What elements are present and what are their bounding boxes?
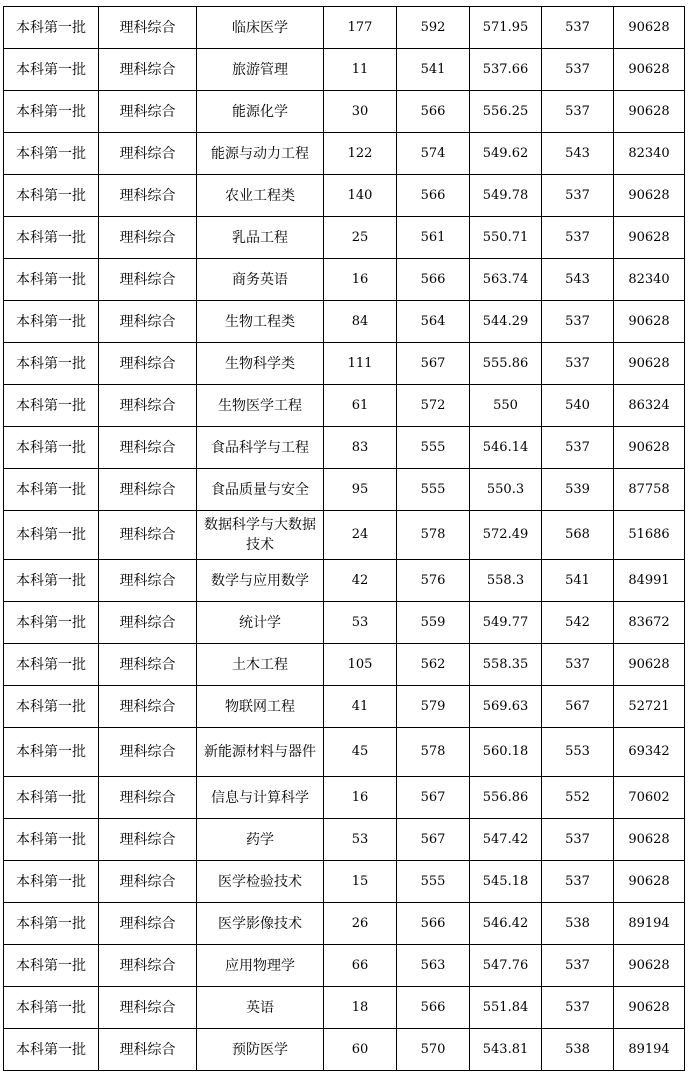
plan-count-cell: 42 — [324, 560, 397, 602]
max-score-cell: 555 — [397, 427, 470, 469]
category-cell: 理科综合 — [99, 644, 197, 686]
avg-score-cell: 537.66 — [470, 49, 542, 91]
min-rank-cell: 89194 — [614, 903, 685, 945]
avg-score-cell: 550 — [470, 385, 542, 427]
batch-cell: 本科第一批 — [4, 903, 99, 945]
category-cell: 理科综合 — [99, 560, 197, 602]
batch-cell: 本科第一批 — [4, 301, 99, 343]
table-row — [4, 728, 685, 777]
avg-score-cell: 556.86 — [470, 777, 542, 819]
category-cell: 理科综合 — [99, 686, 197, 728]
max-score-cell: 578 — [397, 728, 470, 777]
major-cell: 信息与计算科学 — [197, 777, 324, 819]
avg-score-cell: 556.25 — [470, 91, 542, 133]
table-row — [4, 644, 685, 686]
category-cell: 理科综合 — [99, 945, 197, 987]
min-score-cell: 537 — [542, 49, 614, 91]
min-rank-cell: 90628 — [614, 819, 685, 861]
avg-score-cell: 558.3 — [470, 560, 542, 602]
table-row — [4, 686, 685, 728]
category-cell: 理科综合 — [99, 49, 197, 91]
avg-score-cell: 549.62 — [470, 133, 542, 175]
batch-cell: 本科第一批 — [4, 1029, 99, 1071]
category-cell: 理科综合 — [99, 777, 197, 819]
category-cell: 理科综合 — [99, 7, 197, 49]
batch-cell: 本科第一批 — [4, 217, 99, 259]
min-score-cell: 538 — [542, 903, 614, 945]
avg-score-cell: 544.29 — [470, 301, 542, 343]
table-row — [4, 903, 685, 945]
plan-count-cell: 18 — [324, 987, 397, 1029]
min-rank-cell: 90628 — [614, 987, 685, 1029]
plan-count-cell: 61 — [324, 385, 397, 427]
major-cell: 农业工程类 — [197, 175, 324, 217]
major-cell: 食品质量与安全 — [197, 469, 324, 511]
avg-score-cell: 550.71 — [470, 217, 542, 259]
max-score-cell: 567 — [397, 343, 470, 385]
category-cell: 理科综合 — [99, 343, 197, 385]
major-cell: 旅游管理 — [197, 49, 324, 91]
table-row — [4, 511, 685, 560]
min-score-cell: 537 — [542, 987, 614, 1029]
avg-score-cell: 546.42 — [470, 903, 542, 945]
avg-score-cell: 551.84 — [470, 987, 542, 1029]
batch-cell: 本科第一批 — [4, 686, 99, 728]
plan-count-cell: 53 — [324, 602, 397, 644]
major-cell: 医学影像技术 — [197, 903, 324, 945]
min-rank-cell: 90628 — [614, 49, 685, 91]
avg-score-cell: 571.95 — [470, 7, 542, 49]
max-score-cell: 562 — [397, 644, 470, 686]
major-cell: 能源化学 — [197, 91, 324, 133]
min-rank-cell: 90628 — [614, 217, 685, 259]
min-score-cell: 567 — [542, 686, 614, 728]
max-score-cell: 579 — [397, 686, 470, 728]
min-rank-cell: 51686 — [614, 511, 685, 560]
avg-score-cell: 555.86 — [470, 343, 542, 385]
plan-count-cell: 66 — [324, 945, 397, 987]
batch-cell: 本科第一批 — [4, 91, 99, 133]
batch-cell: 本科第一批 — [4, 602, 99, 644]
table-row — [4, 1029, 685, 1071]
major-cell: 统计学 — [197, 602, 324, 644]
max-score-cell: 566 — [397, 259, 470, 301]
plan-count-cell: 24 — [324, 511, 397, 560]
avg-score-cell: 560.18 — [470, 728, 542, 777]
major-cell: 预防医学 — [197, 1029, 324, 1071]
max-score-cell: 563 — [397, 945, 470, 987]
table-row — [4, 560, 685, 602]
major-cell: 食品科学与工程 — [197, 427, 324, 469]
table-row — [4, 819, 685, 861]
plan-count-cell: 30 — [324, 91, 397, 133]
major-cell: 英语 — [197, 987, 324, 1029]
plan-count-cell: 16 — [324, 777, 397, 819]
table-body — [4, 7, 685, 1071]
major-cell: 生物工程类 — [197, 301, 324, 343]
batch-cell: 本科第一批 — [4, 343, 99, 385]
min-score-cell: 552 — [542, 777, 614, 819]
max-score-cell: 572 — [397, 385, 470, 427]
batch-cell: 本科第一批 — [4, 133, 99, 175]
category-cell: 理科综合 — [99, 91, 197, 133]
batch-cell: 本科第一批 — [4, 945, 99, 987]
min-score-cell: 538 — [542, 1029, 614, 1071]
min-rank-cell: 83672 — [614, 602, 685, 644]
plan-count-cell: 177 — [324, 7, 397, 49]
batch-cell: 本科第一批 — [4, 644, 99, 686]
min-rank-cell: 90628 — [614, 644, 685, 686]
table-row — [4, 301, 685, 343]
min-score-cell: 537 — [542, 217, 614, 259]
plan-count-cell: 25 — [324, 217, 397, 259]
admission-score-table — [3, 6, 685, 1071]
table-row — [4, 385, 685, 427]
min-rank-cell: 90628 — [614, 427, 685, 469]
min-score-cell: 537 — [542, 175, 614, 217]
category-cell: 理科综合 — [99, 427, 197, 469]
min-score-cell: 543 — [542, 133, 614, 175]
major-cell: 土木工程 — [197, 644, 324, 686]
category-cell: 理科综合 — [99, 602, 197, 644]
avg-score-cell: 558.35 — [470, 644, 542, 686]
table-row — [4, 427, 685, 469]
major-cell: 新能源材料与器件 — [197, 728, 324, 777]
max-score-cell: 566 — [397, 91, 470, 133]
max-score-cell: 574 — [397, 133, 470, 175]
min-score-cell: 537 — [542, 301, 614, 343]
plan-count-cell: 140 — [324, 175, 397, 217]
plan-count-cell: 16 — [324, 259, 397, 301]
category-cell: 理科综合 — [99, 903, 197, 945]
min-score-cell: 541 — [542, 560, 614, 602]
min-rank-cell: 90628 — [614, 861, 685, 903]
max-score-cell: 567 — [397, 819, 470, 861]
batch-cell: 本科第一批 — [4, 819, 99, 861]
batch-cell: 本科第一批 — [4, 777, 99, 819]
batch-cell: 本科第一批 — [4, 511, 99, 560]
min-score-cell: 537 — [542, 7, 614, 49]
max-score-cell: 564 — [397, 301, 470, 343]
batch-cell: 本科第一批 — [4, 7, 99, 49]
min-score-cell: 540 — [542, 385, 614, 427]
category-cell: 理科综合 — [99, 1029, 197, 1071]
batch-cell: 本科第一批 — [4, 560, 99, 602]
category-cell: 理科综合 — [99, 819, 197, 861]
max-score-cell: 555 — [397, 469, 470, 511]
major-cell: 数据科学与大数据技术 — [197, 511, 324, 560]
table-row — [4, 602, 685, 644]
batch-cell: 本科第一批 — [4, 861, 99, 903]
avg-score-cell: 546.14 — [470, 427, 542, 469]
plan-count-cell: 105 — [324, 644, 397, 686]
min-rank-cell: 84991 — [614, 560, 685, 602]
batch-cell: 本科第一批 — [4, 49, 99, 91]
min-score-cell: 537 — [542, 343, 614, 385]
min-score-cell: 568 — [542, 511, 614, 560]
category-cell: 理科综合 — [99, 217, 197, 259]
major-cell: 药学 — [197, 819, 324, 861]
batch-cell: 本科第一批 — [4, 469, 99, 511]
max-score-cell: 541 — [397, 49, 470, 91]
min-rank-cell: 69342 — [614, 728, 685, 777]
table-row — [4, 259, 685, 301]
table-row — [4, 217, 685, 259]
min-rank-cell: 86324 — [614, 385, 685, 427]
avg-score-cell: 569.63 — [470, 686, 542, 728]
table-row — [4, 133, 685, 175]
min-rank-cell: 89194 — [614, 1029, 685, 1071]
min-score-cell: 537 — [542, 945, 614, 987]
major-cell: 商务英语 — [197, 259, 324, 301]
min-score-cell: 542 — [542, 602, 614, 644]
category-cell: 理科综合 — [99, 175, 197, 217]
avg-score-cell: 547.42 — [470, 819, 542, 861]
min-score-cell: 539 — [542, 469, 614, 511]
category-cell: 理科综合 — [99, 385, 197, 427]
min-rank-cell: 87758 — [614, 469, 685, 511]
table-row — [4, 469, 685, 511]
plan-count-cell: 84 — [324, 301, 397, 343]
avg-score-cell: 545.18 — [470, 861, 542, 903]
major-cell: 生物科学类 — [197, 343, 324, 385]
plan-count-cell: 53 — [324, 819, 397, 861]
major-cell: 数学与应用数学 — [197, 560, 324, 602]
category-cell: 理科综合 — [99, 511, 197, 560]
min-rank-cell: 90628 — [614, 91, 685, 133]
max-score-cell: 567 — [397, 777, 470, 819]
batch-cell: 本科第一批 — [4, 175, 99, 217]
table-row — [4, 49, 685, 91]
plan-count-cell: 111 — [324, 343, 397, 385]
max-score-cell: 570 — [397, 1029, 470, 1071]
min-score-cell: 543 — [542, 259, 614, 301]
min-score-cell: 537 — [542, 861, 614, 903]
min-rank-cell: 82340 — [614, 133, 685, 175]
avg-score-cell: 550.3 — [470, 469, 542, 511]
table-row — [4, 7, 685, 49]
max-score-cell: 555 — [397, 861, 470, 903]
plan-count-cell: 122 — [324, 133, 397, 175]
batch-cell: 本科第一批 — [4, 259, 99, 301]
category-cell: 理科综合 — [99, 259, 197, 301]
batch-cell: 本科第一批 — [4, 728, 99, 777]
max-score-cell: 561 — [397, 217, 470, 259]
plan-count-cell: 11 — [324, 49, 397, 91]
major-cell: 应用物理学 — [197, 945, 324, 987]
category-cell: 理科综合 — [99, 301, 197, 343]
major-cell: 能源与动力工程 — [197, 133, 324, 175]
max-score-cell: 576 — [397, 560, 470, 602]
avg-score-cell: 549.78 — [470, 175, 542, 217]
avg-score-cell: 547.76 — [470, 945, 542, 987]
table-row — [4, 777, 685, 819]
plan-count-cell: 41 — [324, 686, 397, 728]
major-cell: 生物医学工程 — [197, 385, 324, 427]
min-rank-cell: 82340 — [614, 259, 685, 301]
max-score-cell: 566 — [397, 903, 470, 945]
table-row — [4, 861, 685, 903]
plan-count-cell: 45 — [324, 728, 397, 777]
plan-count-cell: 83 — [324, 427, 397, 469]
category-cell: 理科综合 — [99, 469, 197, 511]
table-row — [4, 91, 685, 133]
min-rank-cell: 90628 — [614, 175, 685, 217]
min-rank-cell: 90628 — [614, 343, 685, 385]
min-rank-cell: 90628 — [614, 7, 685, 49]
category-cell: 理科综合 — [99, 987, 197, 1029]
min-score-cell: 537 — [542, 91, 614, 133]
plan-count-cell: 95 — [324, 469, 397, 511]
max-score-cell: 592 — [397, 7, 470, 49]
category-cell: 理科综合 — [99, 728, 197, 777]
max-score-cell: 559 — [397, 602, 470, 644]
table-row — [4, 175, 685, 217]
min-score-cell: 537 — [542, 819, 614, 861]
min-rank-cell: 90628 — [614, 301, 685, 343]
max-score-cell: 566 — [397, 987, 470, 1029]
plan-count-cell: 60 — [324, 1029, 397, 1071]
avg-score-cell: 549.77 — [470, 602, 542, 644]
category-cell: 理科综合 — [99, 133, 197, 175]
table-row — [4, 945, 685, 987]
major-cell: 物联网工程 — [197, 686, 324, 728]
batch-cell: 本科第一批 — [4, 987, 99, 1029]
min-score-cell: 537 — [542, 427, 614, 469]
avg-score-cell: 563.74 — [470, 259, 542, 301]
category-cell: 理科综合 — [99, 861, 197, 903]
min-rank-cell: 52721 — [614, 686, 685, 728]
major-cell: 医学检验技术 — [197, 861, 324, 903]
avg-score-cell: 543.81 — [470, 1029, 542, 1071]
max-score-cell: 578 — [397, 511, 470, 560]
avg-score-cell: 572.49 — [470, 511, 542, 560]
batch-cell: 本科第一批 — [4, 427, 99, 469]
min-score-cell: 553 — [542, 728, 614, 777]
min-score-cell: 537 — [542, 644, 614, 686]
batch-cell: 本科第一批 — [4, 385, 99, 427]
min-rank-cell: 90628 — [614, 945, 685, 987]
plan-count-cell: 15 — [324, 861, 397, 903]
max-score-cell: 566 — [397, 175, 470, 217]
plan-count-cell: 26 — [324, 903, 397, 945]
table-row — [4, 987, 685, 1029]
min-rank-cell: 70602 — [614, 777, 685, 819]
major-cell: 乳品工程 — [197, 217, 324, 259]
table-row — [4, 343, 685, 385]
major-cell: 临床医学 — [197, 7, 324, 49]
